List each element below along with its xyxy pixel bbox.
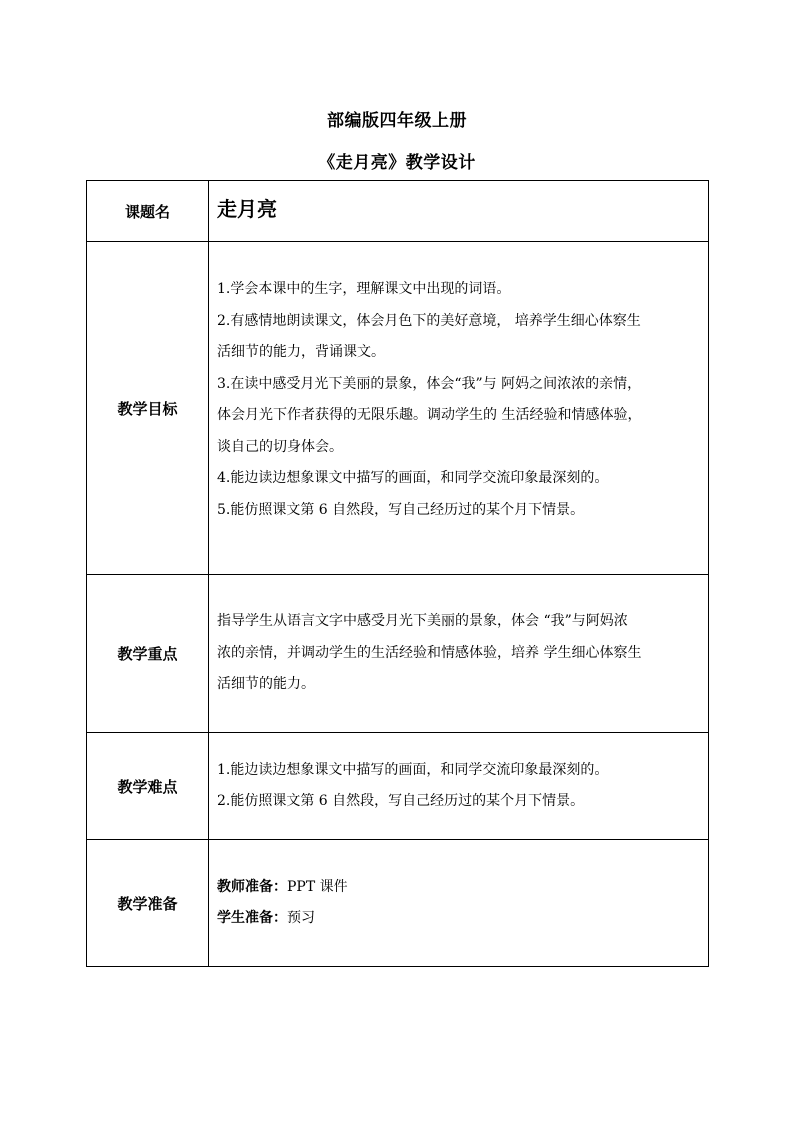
table-row-difficulties [87,733,709,840]
goal-line: 1.学会本课中的生字，理解课文中出现的词语。 [217,281,511,297]
preparation-cell [209,840,709,967]
student-prep-label: 学生准备： [217,910,287,926]
lesson-label: 课题名 [87,181,209,242]
goal-line: 3.在读中感受月光下美丽的景象，体会“我”与 阿妈之间浓浓的亲情， [217,375,642,392]
difficulties-label: 教学难点 [87,733,209,840]
goal-line: 体会月光下作者获得的无限乐趣。调动学生的 生活经验和情感体验， [217,407,642,423]
key-point-line: 指导学生从语言文字中感受月光下美丽的景象，体会 “我”与阿妈浓 [217,613,628,630]
teacher-prep-label: 教师准备： [217,878,287,895]
table-row-key-points [87,575,709,733]
table-row-lesson [87,181,709,242]
lesson-name: 走月亮 [217,196,277,221]
lesson-cell [209,181,709,242]
difficulty-line: 1.能边读边想象课文中描写的画面，和同学交流印象最深刻的。 [217,761,609,778]
preparation-label: 教学准备 [87,840,209,967]
goal-line: 4.能边读边想象课文中描写的画面，和同学交流印象最深刻的。 [217,470,609,486]
difficulties-cell [209,733,709,840]
goal-line: 谈自己的切身体会。 [217,438,343,455]
teacher-prep-line [217,872,701,904]
key-point-line: 活细节的能力。 [217,676,315,693]
teacher-prep-value: PPT 课件 [287,878,348,895]
goal-line: 2.有感情地朗读课文，体会月色下的美好意境， 培养学生细心体察生 [217,312,641,329]
key-points-cell [209,575,709,733]
key-points-label: 教学重点 [87,575,209,733]
goal-line: 5.能仿照课文第 6 自然段，写自己经历过的某个月下情景。 [217,501,585,518]
student-prep-line [217,903,701,935]
document-title: 《走月亮》教学设计 [318,153,476,173]
table-row-preparation [87,840,709,967]
difficulty-line: 2.能仿照课文第 6 自然段，写自己经历过的某个月下情景。 [217,793,585,809]
goals-cell [209,242,709,575]
table-row-goals [87,242,709,575]
document-subtitle: 部编版四年级上册 [327,111,467,131]
goals-label: 教学目标 [87,242,209,575]
goal-line: 活细节的能力，背诵课文。 [217,344,385,360]
student-prep-value: 预习 [287,910,315,926]
key-point-line: 浓的亲情，并调动学生的生活经验和情感体验，培养 学生细心体察生 [217,644,642,661]
lesson-plan-table [86,180,709,967]
